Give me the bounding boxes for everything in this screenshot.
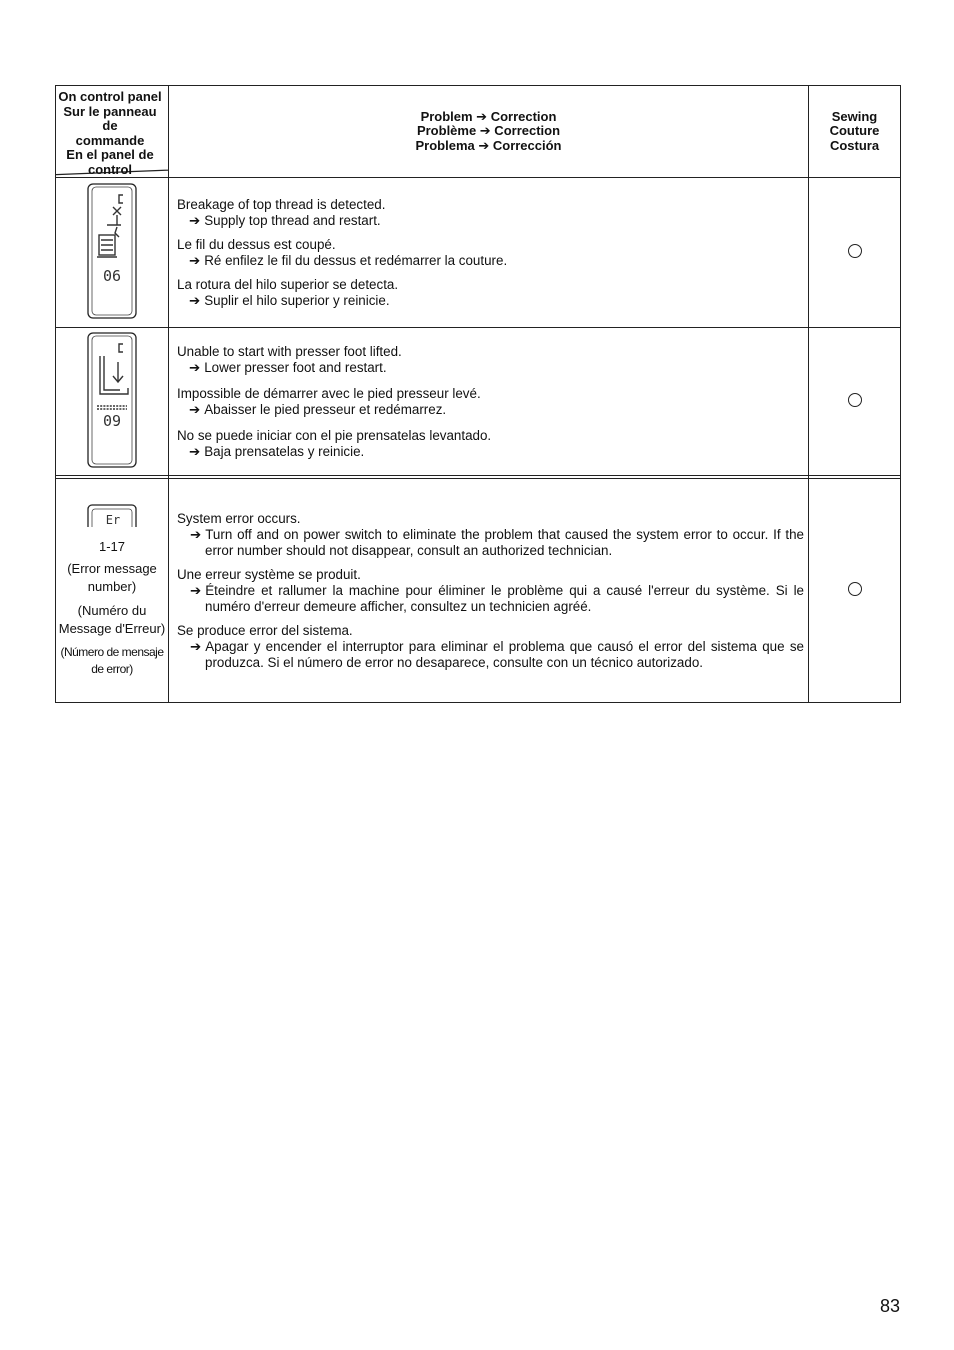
header-panel-en: On control panel	[58, 89, 162, 104]
problem-text: Une erreur système se produit.	[177, 566, 361, 582]
table-header-row	[56, 86, 901, 178]
error-number-note	[56, 538, 168, 678]
entry-fr	[177, 237, 804, 269]
arrow-icon: ➔	[190, 638, 202, 654]
entry-fr	[177, 567, 804, 615]
table-row	[56, 479, 901, 703]
correction-text: Apagar y encender el interruptor para eliminar el problema que causó el error del sistema que se produzca. Si el número de error no desaparece, consulte con un técnico autorizado.	[205, 638, 804, 670]
lcd-code-text: 09	[102, 411, 122, 430]
problem-text: Breakage of top thread is detected.	[177, 196, 386, 212]
lcd-cell	[56, 328, 169, 476]
arrow-icon: ➔	[190, 582, 202, 598]
header-control-panel	[56, 86, 169, 178]
lcd-presser-foot-icon	[87, 332, 137, 468]
correction-text: Abaisser le pied presseur et redémarrez.	[204, 401, 447, 417]
correction-text: Ré enfilez le fil du dessus et redémarrer la couture.	[204, 252, 508, 268]
note-en: (Error message number)	[67, 560, 157, 594]
correction-text: Supply top thread and restart.	[204, 212, 381, 228]
lcd-system-error-icon	[87, 504, 137, 528]
problem-text: La rotura del hilo superior se detecta.	[177, 276, 399, 292]
arrow-icon: ➔	[189, 359, 201, 375]
lcd-code-text: 06	[102, 266, 122, 285]
arrow-icon: ➔	[189, 401, 201, 417]
entry-es	[177, 623, 804, 671]
circle-icon	[848, 582, 862, 596]
header-panel-fr-1: Sur le panneau de	[63, 103, 157, 133]
header-sewing-fr: Couture	[829, 123, 880, 139]
problem-text: Impossible de démarrer avec le pied presseur levé.	[177, 385, 481, 401]
note-es: (Número de mensaje de error)	[60, 644, 164, 676]
circle-icon	[848, 244, 862, 258]
header-problem-correction	[169, 86, 809, 178]
sewing-cell	[809, 328, 901, 476]
table-row	[56, 178, 901, 328]
entry-en	[177, 344, 804, 376]
correction-text: Baja prensatelas y reinicie.	[204, 443, 365, 459]
error-range: 1-17	[98, 538, 126, 554]
arrow-icon: ➔	[189, 212, 201, 228]
sewing-cell	[809, 479, 901, 703]
lcd-cell	[56, 178, 169, 328]
problem-text: System error occurs.	[177, 510, 301, 526]
correction-text: Suplir el hilo superior y reinicie.	[204, 292, 390, 308]
entry-es	[177, 277, 804, 309]
arrow-icon: ➔	[189, 292, 201, 308]
entry-en	[177, 197, 804, 229]
header-sewing	[809, 86, 901, 178]
lcd-code-text: Er	[105, 512, 121, 527]
troubleshooting-table	[55, 85, 901, 703]
arrow-icon: ➔	[190, 526, 202, 542]
problem-correction-cell	[169, 479, 809, 703]
arrow-icon: ➔	[189, 252, 201, 268]
correction-text: Turn off and on power switch to eliminate the problem that caused the system error to occur. If the error number should not disappear, consult an authorized technician.	[205, 526, 804, 558]
page-number: 83	[879, 1296, 900, 1316]
circle-icon	[848, 393, 862, 407]
lcd-cell	[56, 479, 169, 703]
problem-correction-cell	[169, 328, 809, 476]
header-problem-en: Problem ➔ Correction	[420, 108, 557, 124]
note-fr: (Numéro du Message d'Erreur)	[58, 602, 166, 636]
problem-correction-cell	[169, 178, 809, 328]
arrow-icon: ➔	[189, 443, 201, 459]
sewing-cell	[809, 178, 901, 328]
entry-en	[177, 511, 804, 559]
correction-text: Éteindre et rallumer la machine pour éliminer le problème qui a causé l'erreur du système. Si le numéro d'erreur demeure afficher, consultez un technicien agréé.	[205, 582, 804, 614]
entry-fr	[177, 386, 804, 418]
header-panel-fr-2: commande	[75, 132, 145, 148]
problem-text: Se produce error del sistema.	[177, 622, 353, 638]
entry-es	[177, 428, 804, 460]
header-problem-es: Problema ➔ Corrección	[415, 137, 562, 153]
header-problem-fr: Problème ➔ Correction	[416, 123, 561, 139]
header-panel-es: En el panel de control	[66, 147, 154, 177]
problem-text: Unable to start with presser foot lifted.	[177, 343, 402, 359]
table-row	[56, 328, 901, 476]
problem-text: No se puede iniciar con el pie prensatelas levantado.	[177, 427, 492, 443]
header-sewing-es: Costura	[829, 137, 880, 153]
lcd-thread-break-icon	[87, 183, 137, 319]
header-sewing-en: Sewing	[831, 108, 878, 124]
correction-text: Lower presser foot and restart.	[204, 359, 387, 375]
problem-text: Le fil du dessus est coupé.	[177, 236, 336, 252]
